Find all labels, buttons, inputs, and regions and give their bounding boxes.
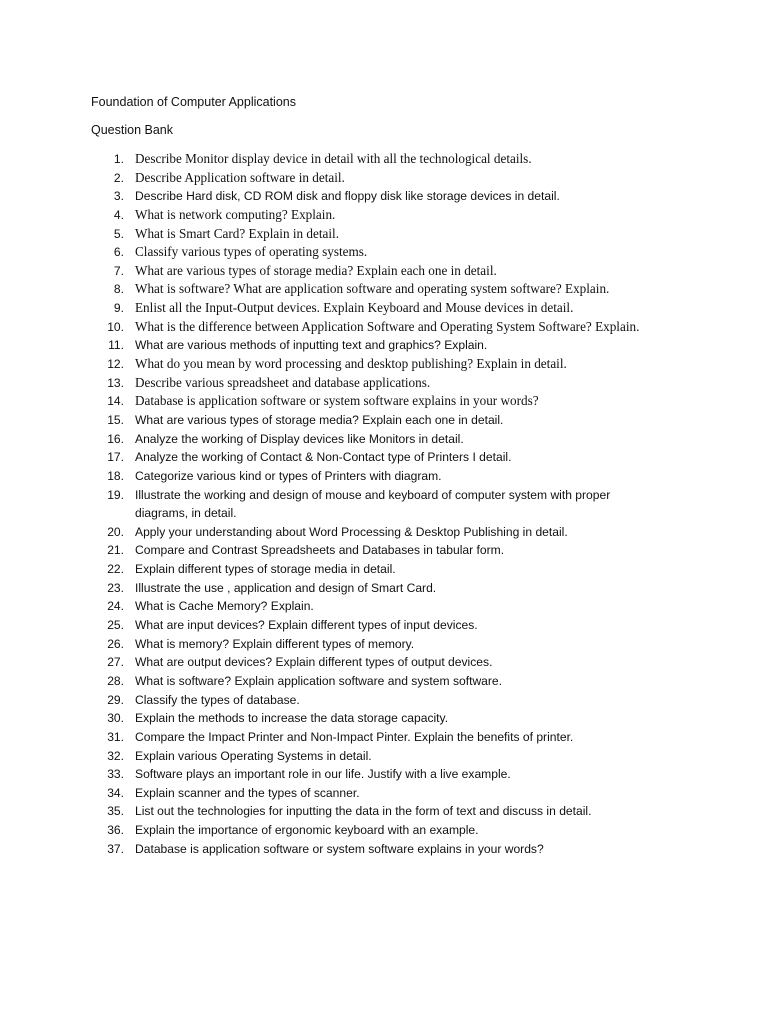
question-item <box>100 672 700 691</box>
question-number: 10. <box>107 319 124 334</box>
question-item <box>100 225 700 244</box>
question-number: 9. <box>113 301 124 316</box>
question-number: 34. <box>107 785 124 800</box>
question-item <box>100 541 700 560</box>
question-number: 24. <box>107 599 124 614</box>
question-text: Describe various spreadsheet and database applications. <box>135 374 431 390</box>
question-number: 3. <box>113 189 124 204</box>
question-number: 5. <box>113 226 124 241</box>
question-item <box>100 206 700 225</box>
question-item <box>100 821 700 840</box>
question-text: Illustrate the working and design of mouse and keyboard of computer system with proper diagrams, in detail. <box>135 487 611 520</box>
question-item <box>100 150 700 169</box>
document-subtitle: Question Bank <box>91 123 173 137</box>
question-number: 15. <box>107 412 124 427</box>
question-text: Database is application software or system software explains in your words? <box>135 841 544 856</box>
question-text: List out the technologies for inputting the data in the form of text and discuss in detail. <box>135 804 592 819</box>
question-item <box>100 169 700 188</box>
question-text: What do you mean by word processing and desktop publishing? Explain in detail. <box>135 356 567 372</box>
question-item <box>100 355 700 374</box>
question-item <box>100 653 700 672</box>
question-text: Categorize various kind or types of Printers with diagram. <box>135 468 442 483</box>
question-number: 23. <box>107 580 124 595</box>
question-item <box>100 411 700 430</box>
question-text: Database is application software or system software explains in your words? <box>135 393 539 409</box>
question-number: 2. <box>113 170 124 185</box>
question-item <box>100 784 700 803</box>
question-text: Explain the methods to increase the data storage capacity. <box>135 711 449 726</box>
question-number: 22. <box>107 562 124 577</box>
question-item <box>100 802 700 821</box>
question-number: 30. <box>107 711 124 726</box>
question-text: What is Smart Card? Explain in detail. <box>135 225 339 241</box>
question-number: 35. <box>107 804 124 819</box>
question-number: 6. <box>113 245 124 260</box>
question-item <box>100 392 700 411</box>
question-number: 31. <box>107 729 124 744</box>
question-text: Apply your understanding about Word Processing & Desktop Publishing in detail. <box>135 524 568 539</box>
question-item <box>100 430 700 449</box>
question-number: 25. <box>107 618 124 633</box>
question-number: 37. <box>107 841 124 856</box>
question-number: 29. <box>107 692 124 707</box>
question-number: 4. <box>113 207 124 222</box>
question-text: Software plays an important role in our life. Justify with a live example. <box>135 767 511 782</box>
question-number: 21. <box>107 543 124 558</box>
question-number: 1. <box>113 152 124 166</box>
question-item <box>100 765 700 784</box>
question-text: Compare the Impact Printer and Non-Impact Pinter. Explain the benefits of printer. <box>135 729 574 744</box>
question-text: What is Cache Memory? Explain. <box>135 599 314 614</box>
question-item <box>100 467 700 486</box>
question-text: Illustrate the use , application and design of Smart Card. <box>135 580 437 595</box>
question-number: 28. <box>107 673 124 688</box>
question-number: 32. <box>107 748 124 763</box>
question-item <box>100 299 700 318</box>
question-item <box>100 560 700 579</box>
document-title: Foundation of Computer Applications <box>91 95 296 109</box>
question-text: What are output devices? Explain different types of output devices. <box>135 655 493 670</box>
question-number: 12. <box>107 357 124 372</box>
question-item <box>100 336 700 355</box>
question-number: 11. <box>108 338 124 353</box>
question-number: 20. <box>107 524 124 539</box>
question-text: Compare and Contrast Spreadsheets and Databases in tabular form. <box>135 543 505 558</box>
question-text: Classify the types of database. <box>135 692 300 707</box>
question-item <box>100 374 700 393</box>
question-number: 33. <box>107 767 124 782</box>
question-text: What is memory? Explain different types of memory. <box>135 636 415 651</box>
question-text: What is software? What are application software and operating system software? Explain. <box>135 281 610 297</box>
question-text: Describe Monitor display device in detail with all the technological details. <box>135 151 532 166</box>
question-item <box>100 523 700 542</box>
question-text: What are various types of storage media? Explain each one in detail. <box>135 262 497 278</box>
question-item <box>100 635 700 654</box>
question-item <box>100 709 700 728</box>
question-number: 14. <box>107 394 124 409</box>
question-item <box>100 579 700 598</box>
question-text: Explain various Operating Systems in detail. <box>135 748 372 763</box>
question-text: Explain the importance of ergonomic keyboard with an example. <box>135 823 479 838</box>
question-item <box>100 691 700 710</box>
question-number: 7. <box>113 263 124 278</box>
question-text: Classify various types of operating systems. <box>135 244 368 260</box>
question-text: Describe Hard disk, CD ROM disk and floppy disk like storage devices in detail. <box>135 189 560 204</box>
question-number: 19. <box>107 487 124 502</box>
question-number: 17. <box>107 450 124 465</box>
question-text: What is software? Explain application software and system software. <box>135 673 503 688</box>
question-number: 16. <box>107 431 124 446</box>
question-text: Explain scanner and the types of scanner. <box>135 785 360 800</box>
question-item <box>100 280 700 299</box>
question-item <box>100 840 700 859</box>
question-item <box>100 448 700 467</box>
question-number: 13. <box>107 375 124 390</box>
question-item <box>100 318 700 337</box>
question-item <box>100 262 700 281</box>
question-item <box>100 747 700 766</box>
question-list <box>100 150 700 858</box>
question-text: Describe Application software in detail. <box>135 169 345 185</box>
question-text: What are input devices? Explain different types of input devices. <box>135 618 478 633</box>
question-number: 27. <box>107 655 124 670</box>
question-number: 8. <box>113 282 124 297</box>
question-text: What are various methods of inputting text and graphics? Explain. <box>135 338 488 353</box>
question-number: 36. <box>107 823 124 838</box>
question-text: What are various types of storage media? Explain each one in detail. <box>135 412 504 427</box>
question-item <box>100 243 700 262</box>
question-item <box>100 486 655 523</box>
question-item <box>100 187 700 206</box>
question-number: 18. <box>107 468 124 483</box>
question-item <box>100 597 700 616</box>
question-item <box>100 616 700 635</box>
question-text: Analyze the working of Contact & Non-Contact type of Printers I detail. <box>135 450 512 465</box>
question-number: 26. <box>107 636 124 651</box>
question-item <box>100 728 700 747</box>
question-text: Enlist all the Input-Output devices. Explain Keyboard and Mouse devices in detail. <box>135 300 574 316</box>
question-text: Analyze the working of Display devices like Monitors in detail. <box>135 431 464 446</box>
question-text: Explain different types of storage media in detail. <box>135 562 396 577</box>
question-text: What is network computing? Explain. <box>135 206 336 222</box>
question-text: What is the difference between Application Software and Operating System Software? Explain. <box>135 318 640 334</box>
